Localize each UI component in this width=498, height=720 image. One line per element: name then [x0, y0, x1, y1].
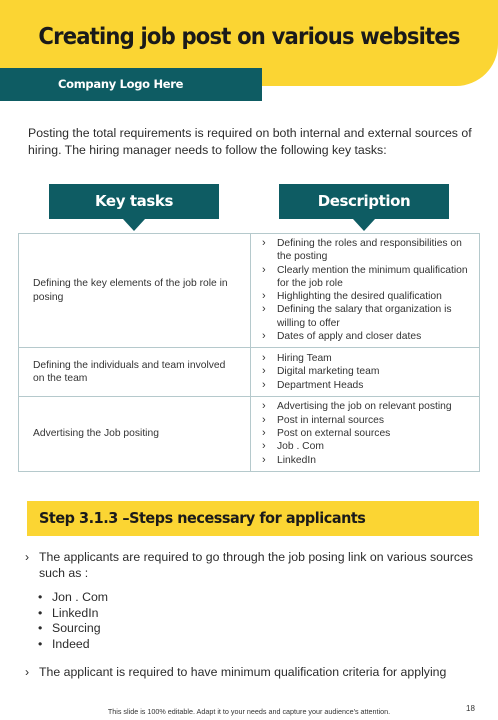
list-item: › Department Heads: [261, 379, 473, 392]
description-cell: [251, 234, 480, 348]
list-item: • Sourcing: [38, 621, 108, 637]
page-number: 18: [466, 704, 475, 713]
applicant-point-qualification: › The applicant is required to have minimum qualification criteria for applying: [25, 664, 475, 680]
list-item: › Advertising the job on relevant posting: [261, 400, 473, 413]
applicant-point-sources: › The applicants are required to go through the job posing link on various sources such as :: [25, 549, 475, 581]
step-banner: [27, 501, 479, 536]
description-list: [261, 352, 473, 392]
list-item: › Digital marketing team: [261, 365, 473, 378]
list-item: › Dates of apply and closer dates: [261, 330, 473, 343]
description-header: Description: [279, 184, 449, 219]
logo-bar: [0, 68, 262, 101]
list-item: • Indeed: [38, 637, 108, 653]
table-row: [19, 397, 480, 471]
page-title: Creating job post on various websites: [38, 24, 460, 50]
step-title: Step 3.1.3 –Steps necessary for applicants: [39, 509, 366, 527]
table-row: [19, 348, 480, 397]
list-item: • Jon . Com: [38, 590, 108, 606]
task-cell: Advertising the Job positing: [19, 397, 251, 471]
list-item: › Hiring Team: [261, 352, 473, 365]
list-item: › Defining the roles and responsibilities on the posting: [261, 237, 473, 264]
key-tasks-header: Key tasks: [49, 184, 219, 219]
list-item: › Job . Com: [261, 440, 473, 453]
list-item: › Clearly mention the minimum qualification for the job role: [261, 264, 473, 291]
key-tasks-table: [18, 233, 480, 472]
intro-paragraph: Posting the total requirements is required on both internal and external sources of hiring. The hiring manager needs to follow the following key tasks:: [28, 126, 472, 157]
description-cell: [251, 397, 480, 471]
company-logo-placeholder: Company Logo Here: [58, 77, 184, 91]
table-row: [19, 234, 480, 348]
list-item: › Post in internal sources: [261, 414, 473, 427]
list-item: › Highlighting the desired qualification: [261, 290, 473, 303]
list-item: › LinkedIn: [261, 454, 473, 467]
list-item: › Post on external sources: [261, 427, 473, 440]
task-cell: Defining the key elements of the job role in posing: [19, 234, 251, 348]
description-list: [261, 400, 473, 466]
footer-note: This slide is 100% editable. Adapt it to your needs and capture your audience's attention.: [107, 707, 391, 716]
task-cell: Defining the individuals and team involved on the team: [19, 348, 251, 397]
list-item: • LinkedIn: [38, 606, 108, 622]
description-cell: [251, 348, 480, 397]
sources-list: [38, 590, 108, 652]
description-list: [261, 237, 473, 343]
list-item: › Defining the salary that organization is willing to offer: [261, 303, 473, 330]
